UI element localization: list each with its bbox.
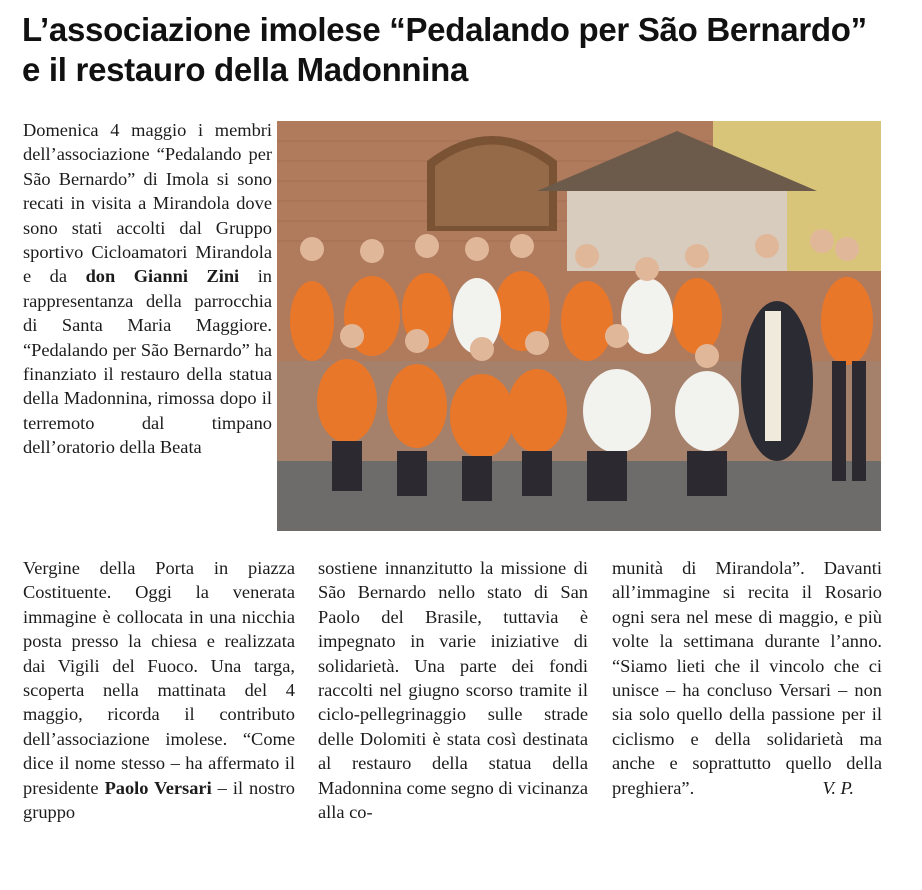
group-photo: [277, 121, 881, 531]
col3-text: munità di Mirandola”. Davanti all’immagine si recita il Rosario ogni sera nel mese di maggio, e più volte la settimana durante l’anno. “Siamo lieti che il vincolo che ci unisce – ha concluso Versari – non sia solo quello della passione per il ciclismo e della solidarietà ma anche e soprattutto quello della preghiera”.: [612, 558, 882, 798]
column-3-paragraph: [612, 556, 882, 800]
headline-line-2: e il restauro della Madonnina: [22, 51, 469, 88]
headline-line-1: L’associazione imolese “Pedalando per São Bernardo”: [22, 11, 867, 48]
priest-name: don Gianni Zini: [85, 266, 240, 287]
col1-text-a: Domenica 4 maggio i membri dell’associazione “Pedalando per São Bernardo” di Imola si sono recati in visita a Mirandola dove sono stati accolti dal Gruppo sportivo Cicloamatori Mirandola e da: [23, 120, 272, 287]
column-1b-paragraph: [23, 556, 295, 824]
author-signature: V. P.: [822, 777, 854, 798]
article-column-1-top: [23, 118, 272, 460]
article-column-1-bottom: [23, 556, 295, 824]
col1-text-b: in rappresentanza della parrocchia di Santa Maria Maggiore. “Pedalando per São Bernardo” ha finanziato il restauro della statua della Madonnina, rimossa dopo il terremoto dal timpano dell’oratorio della Beata: [23, 266, 272, 458]
president-name: Paolo Versari: [104, 777, 212, 798]
column-1-paragraph: [23, 118, 272, 460]
col1b-text-a: Vergine della Porta in piazza Costituente. Oggi la venerata immagine è collocata in una nicchia posta presso la chiesa e realizzata dai Vigili del Fuoco. Una targa, scoperta nella mattinata del 4 maggio, ricorda il contributo dell’associazione imolese. “Come dice il nome stesso – ha affermato il presidente: [23, 558, 295, 798]
article-column-2: [318, 556, 588, 824]
article-headline: [22, 10, 902, 90]
column-2-paragraph: sostiene innanzitutto la missione di São Bernardo nello stato di San Paolo del Brasile, tuttavia è impegnato in varie iniziative di solidarietà. Una parte dei fondi raccolti nel giugno scorso tramite il ciclo-pellegrinaggio sulle strade delle Dolomiti è stata così destinata al restauro della statua della Madonnina come segno di vicinanza alla co-: [318, 558, 588, 823]
article-column-3: [612, 556, 882, 800]
col1b-text-b: – il nostro gruppo: [23, 777, 296, 823]
